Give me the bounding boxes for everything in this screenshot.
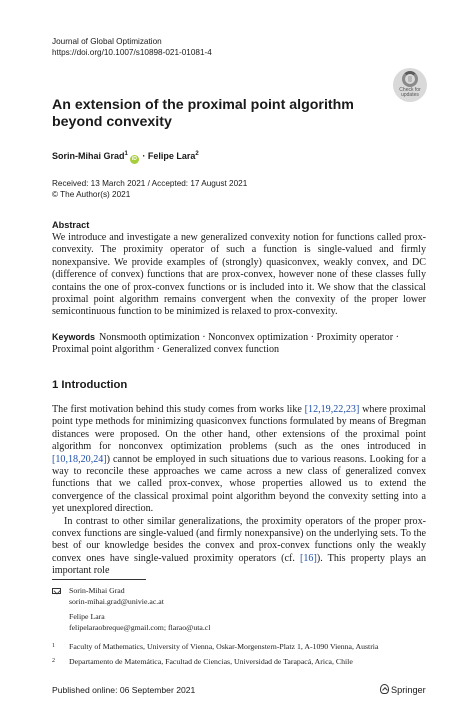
affiliation-marker: 1 <box>124 151 128 157</box>
author-name: Felipe Lara <box>69 612 105 621</box>
paragraph-text: ). This property plays an important role <box>52 552 426 577</box>
check-for-updates-badge[interactable] <box>393 68 427 102</box>
paper-title: An extension of the proximal point algorithm beyond convexity <box>52 97 354 130</box>
published-online-date: Published online: 06 September 2021 <box>52 685 196 695</box>
keywords-label: Keywords <box>52 332 96 342</box>
orcid-icon[interactable]: iD <box>131 156 137 162</box>
author-separator: · <box>139 151 148 161</box>
citation-link[interactable]: [16] <box>300 552 317 564</box>
affiliation <box>52 656 426 667</box>
footnote-divider <box>52 579 146 580</box>
keywords-list: Nonsmooth optimization · Nonconvex optimization · Proximity operator · Proximal point algorithm · Generalized convex function <box>52 332 399 356</box>
author-name[interactable]: Felipe Lara <box>147 151 196 161</box>
paragraph <box>52 516 426 578</box>
affiliation-number: 1 <box>52 643 55 649</box>
author-line <box>52 151 199 164</box>
springer-horse-icon <box>380 684 389 694</box>
affiliation-text: Faculty of Mathematics, University of Vienna, Oskar-Morgenstern-Platz 1, A-1090 Vienna, Austria <box>69 642 379 651</box>
refresh-icon <box>402 71 418 87</box>
affiliation-number: 2 <box>52 658 55 664</box>
email-link[interactable]: sorin-mihai.grad@univie.ac.at <box>69 596 164 606</box>
paragraph-text: ) cannot be employed in such situations due to various reasons. Looking for a way to reconcile these approaches we came across a new class of generalized convex functions that we called prox-convex, whose properties allowed us to extend the convergence of the classical proximal point algorithm beyond the convexity setting into a yet unexplored direction. <box>52 453 426 515</box>
affiliation-marker: 2 <box>195 151 199 157</box>
paragraph-text: The first motivation behind this study comes from works like <box>52 404 305 415</box>
section-heading: 1 Introduction <box>52 379 128 391</box>
author-name[interactable]: Sorin-Mihai Grad <box>52 151 125 161</box>
doi-link[interactable]: https://doi.org/10.1007/s10898-021-01081-4 <box>52 48 212 57</box>
affiliation <box>52 641 426 652</box>
envelope-icon <box>52 588 61 594</box>
citation-link[interactable]: [10,18,20,24] <box>52 453 107 465</box>
corresponding-author <box>69 586 210 607</box>
author-name: Sorin-Mihai Grad <box>69 586 125 595</box>
journal-header <box>52 36 212 58</box>
abstract-text: We introduce and investigate a new generalized convexity notion for functions called prox-convexity. The proximity operator of such a function is single-valued and firmly nonexpansive. We provide examples of (strongly) quasiconvex, weakly convex, and DC (difference of convex) functions that are prox-convex, however none of these classes fully contains the one of prox-convex functions or is included into it. We show that the classical proximal point algorithm remains convergent when the convexity of the proper lower semicontinuous function to be minimized is relaxed to prox-convexity. <box>52 232 426 318</box>
introduction-body <box>52 404 426 578</box>
paragraph-text: where proximal point type methods for minimizing quasiconvex functions formulated by means of Bregman distances were proposed. On the other hand, other extensions of the proximal point algorithm for nonconvex optimization problems (such as the ones introduced in <box>52 404 426 453</box>
copyright-line: © The Author(s) 2021 <box>52 189 131 199</box>
abstract-heading: Abstract <box>52 220 90 230</box>
paragraph <box>52 404 426 516</box>
publisher-logo <box>380 684 426 695</box>
paragraph-text: In contrast to other similar generalizations, the proximity operators of the proper prox-convex functions are single-valued (and firmly nonexpansive) on the underlying sets. To the best of our knowledge besides the convex and prox-convex functions only the weakly convex ones have single-valued proximity operators (cf. <box>52 515 426 564</box>
email-link[interactable]: felipelaraobreque@gmail.com; flarao@uta.cl <box>69 622 211 632</box>
received-accepted-dates: Received: 13 March 2021 / Accepted: 17 August 2021 <box>52 179 248 188</box>
corresponding-author <box>69 612 210 633</box>
citation-link[interactable]: [12,19,22,23] <box>304 404 360 415</box>
check-updates-label: Check for updates <box>399 86 421 98</box>
publisher-name: Springer <box>391 685 426 695</box>
affiliation-text: Departamento de Matemática, Facultad de Ciencias, Universidad de Tarapacá, Arica, Chile <box>69 657 353 666</box>
keywords <box>52 331 426 357</box>
correspondence-block <box>52 586 210 633</box>
publication-dates <box>52 179 247 200</box>
journal-name: Journal of Global Optimization <box>52 37 162 46</box>
